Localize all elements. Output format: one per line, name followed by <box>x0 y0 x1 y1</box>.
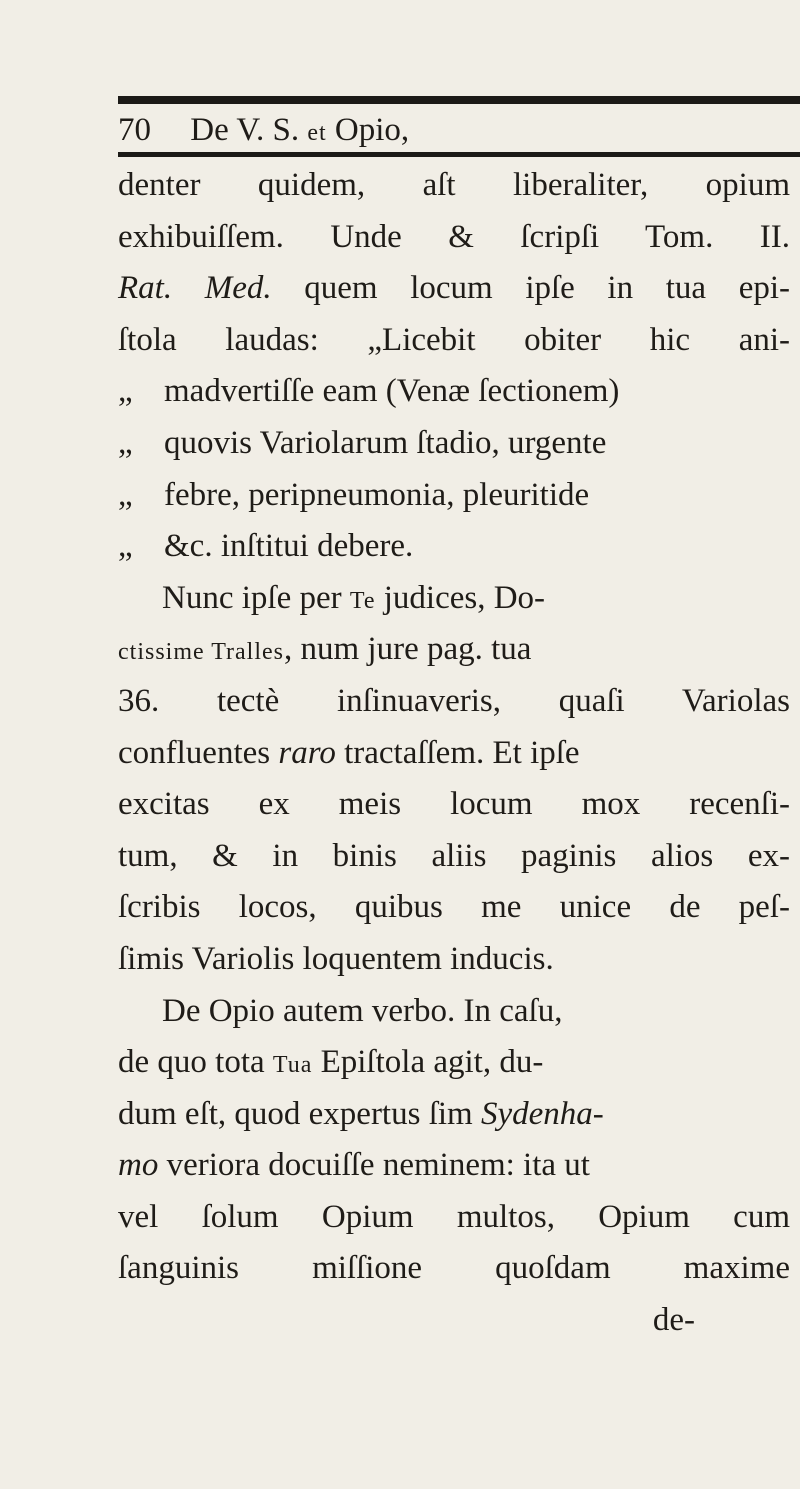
text-line: dum eſt, quod expertus ſim Sydenha- <box>118 1095 604 1132</box>
text-line: De Opio autem verbo. In caſu, <box>162 992 563 1029</box>
text-line: vel ſolum Opium multos, Opium cum <box>118 1198 790 1235</box>
text-line: tum, & in binis aliis paginis alios ex- <box>118 837 790 874</box>
header-rule-bottom <box>118 152 800 157</box>
text-line: ſanguinis miſſione quoſdam maxime <box>118 1250 790 1287</box>
quote-mark: „ <box>118 528 133 565</box>
text-line: excitas ex meis locum mox recenſi- <box>118 786 790 823</box>
text-line: exhibuiſſem. Unde & ſcripſi Tom. II. <box>118 218 790 255</box>
text-line: mo veriora docuiſſe neminem: ita ut <box>118 1147 590 1184</box>
quote-mark: „ <box>118 373 133 410</box>
italic-abbrev: Rat. Med. <box>118 270 272 307</box>
text-line: ſcribis locos, quibus me unice de peſ- <box>118 889 790 926</box>
text-line: denter quidem, aſt liberaliter, opium <box>118 167 790 203</box>
quoted-line: „ febre, peripneumonia, pleuritide <box>118 470 790 522</box>
header-title-suffix: Opio, <box>334 112 410 148</box>
text-line: Rat. Med. quem locum ipſe in tua epi- <box>118 270 790 307</box>
header-title-et: et <box>307 120 327 146</box>
quote-mark: „ <box>118 476 133 513</box>
text-line: ſtola laudas: „Licebit obiter hic ani- <box>118 321 790 358</box>
text-line: 36. tectè inſinuaveris, quaſi Variolas <box>118 682 790 719</box>
quoted-line: „ quovis Variolarum ſtadio, urgente <box>118 418 790 470</box>
text-line: ſimis Variolis loquentem inducis. <box>118 940 554 977</box>
page-number: 70 <box>118 112 151 148</box>
header-rule-top <box>118 96 800 104</box>
header-title-prefix: De V. S. <box>190 112 300 148</box>
text-line: de quo tota Tua Epiſtola agit, du- <box>118 1044 544 1081</box>
text-line: confluentes raro tractaſſem. Et ipſe <box>118 734 580 771</box>
quote-mark: „ <box>118 424 133 461</box>
body-text <box>118 160 790 1347</box>
text-line: ctissime Tralles, num jure pag. tua <box>118 631 532 668</box>
quoted-line: „ &c. inſtitui debere. <box>118 521 790 573</box>
text-line: Nunc ipſe per Te judices, Do- <box>162 579 546 616</box>
quoted-line: „ madvertiſſe eam (Venæ ſectionem) <box>118 366 790 418</box>
running-header <box>118 108 678 152</box>
catchword: de- <box>652 1302 695 1339</box>
